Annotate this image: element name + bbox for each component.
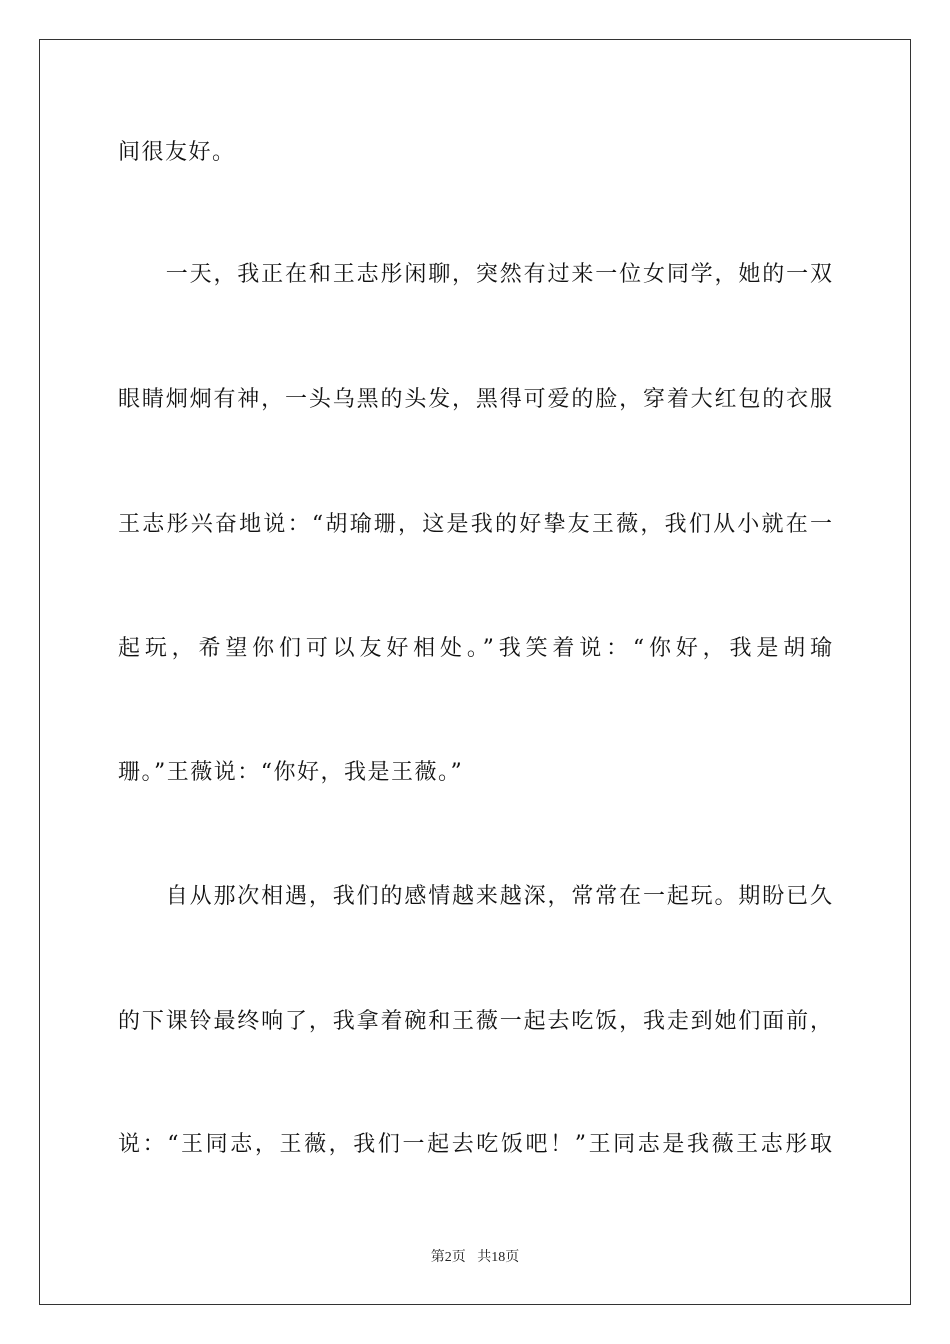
text-line-9: 说：“王同志，王薇，我们一起去吃饭吧！”王同志是我薇王志彤取 <box>118 1132 832 1157</box>
total-pages: 共18页 <box>477 1250 520 1265</box>
text-line-7: 自从那次相遇，我们的感情越来越深，常常在一起玩。期盼已久 <box>118 884 832 909</box>
text-line-8: 的下课铃最终响了，我拿着碗和王薇一起去吃饭，我走到她们面前， <box>118 1009 832 1034</box>
page-border <box>39 39 911 1305</box>
text-line-2: 一天，我正在和王志彤闲聊，突然有过来一位女同学，她的一双 <box>118 262 832 287</box>
page-footer <box>0 1249 950 1267</box>
text-line-4: 王志彤兴奋地说：“胡瑜珊，这是我的好挚友王薇，我们从小就在一 <box>118 512 832 537</box>
text-line-3: 眼睛炯炯有神，一头乌黑的头发，黑得可爱的脸，穿着大红包的衣服 <box>118 387 832 412</box>
page-number: 第2页 <box>430 1250 466 1265</box>
text-line-6: 珊。”王薇说：“你好，我是王薇。” <box>118 760 464 785</box>
text-line-5: 起玩，希望你们可以友好相处。”我笑着说：“你好，我是胡瑜 <box>118 636 832 661</box>
text-line-1: 间很友好。 <box>118 140 236 165</box>
